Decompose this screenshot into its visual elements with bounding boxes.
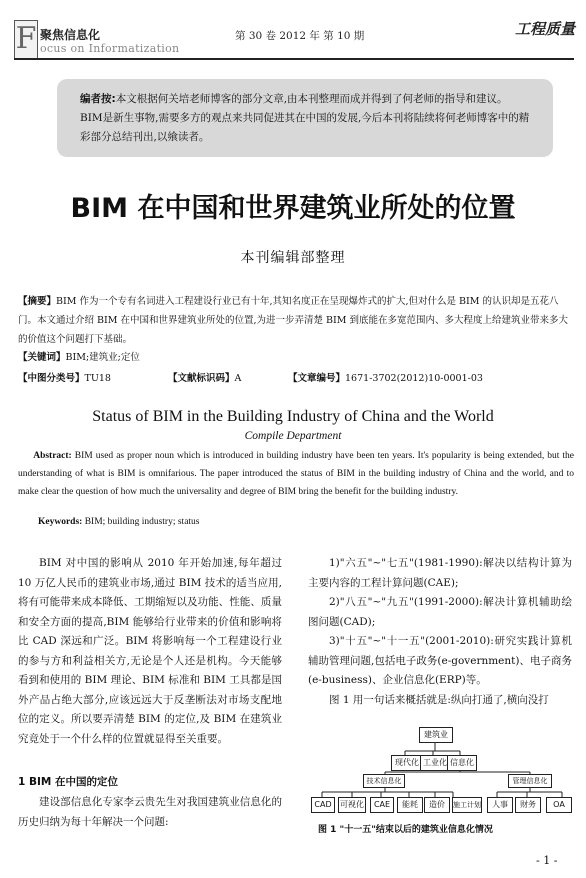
english-abstract bbox=[18, 447, 574, 501]
article-value: 1671-3702(2012)10-0001-03 bbox=[345, 373, 483, 384]
editor-note-text: 本文根据何关培老师博客的部分文章,由本刊整理而成并得到了何老师的指导和建议。BIM是新生事物,需要多方的观点来共同促进其在中国的发展,今后本刊将陆续将何老师博客中的精彩部分总结刊出,以飨读者。 bbox=[80, 93, 530, 143]
doc-code bbox=[168, 370, 241, 384]
doc-label: 【文献标识码】 bbox=[168, 373, 235, 384]
english-title: Status of BIM in the Building Industry of China and the World bbox=[92, 408, 494, 425]
diagram-leaf-construction-plan: 施工计划 bbox=[452, 797, 482, 813]
abstract-cn-label: 【摘要】 bbox=[18, 296, 57, 307]
column-subtitle: ocus on Informatization bbox=[40, 42, 180, 55]
body-paragraph-1: BIM 对中国的影响从 2010 年开始加速,每年超过 10 万亿人民币的建筑业市场,通过 BIM 技术的适当应用,将有可能带来成本降低、工期缩短以及功能、性能、质量和安全方面的提高,BIM 能够给行业带来的价值和影响将比 CAD 深远和广泛。BIM 将影响每一个工程建设行业的参与方和利益相关方,无论是个人还是机构。今天能够看到和使用的 BIM 理论、BIM 标准和 BIM 工具都是国外产品占绝大部分,应该远远大于反垄断法对市场支配地位的定义。所以要弄清楚 BIM 的定位,及 BIM 在建筑业究竟处于一个什么样的位置就显得至关重要。 bbox=[18, 557, 282, 745]
diagram-leaf-energy: 能耗 bbox=[397, 797, 423, 813]
editor-note-label: 编者按: bbox=[80, 93, 116, 105]
english-keywords-text: BIM; building industry; status bbox=[84, 517, 200, 527]
article-label: 【文章编号】 bbox=[288, 373, 346, 384]
body-paragraph-2: 建设部信息化专家李云贵先生对我国建筑业信息化的历史归纳为每十年解决一个问题: bbox=[18, 796, 282, 828]
abstract-cn-text: BIM 作为一个专有名词进入工程建设行业已有十年,其知名度正在呈现爆炸式的扩大,但对什么是 BIM 的认识却是五花八门。本文通过介绍 BIM 在中国和世界建筑业所处的位置,为进一步弄清楚 BIM 到底能在多宽范围内、多大程度上给建筑业带来多大的价值这个问题打下基础。 bbox=[18, 296, 569, 345]
article-title: BIM 在中国和世界建筑业所处的位置 bbox=[70, 193, 516, 224]
column-title: 聚焦信息化 bbox=[40, 28, 101, 42]
english-keywords-label: Keywords: bbox=[38, 517, 83, 527]
clc-number bbox=[18, 370, 111, 384]
page-number: - 1 - bbox=[536, 854, 558, 867]
diagram-node-mgmt-informatization: 管理信息化 bbox=[508, 774, 552, 788]
diagram-node-tech-informatization: 技术信息化 bbox=[363, 774, 405, 788]
list-item-3: 3)"十五"~"十一五"(2001-2010):研究实践计算机辅助管理问题,包括电子政务(e-government)、电子商务(e-business)、企业信息化(ERP)等。 bbox=[308, 635, 572, 686]
diagram-node-informatization: 信息化 bbox=[447, 755, 477, 771]
keywords-cn bbox=[18, 349, 140, 363]
keywords-cn-text: BIM;建筑业;定位 bbox=[65, 352, 140, 363]
clc-value: TU18 bbox=[84, 373, 111, 384]
diagram-leaf-cae: CAE bbox=[370, 797, 394, 813]
diagram-leaf-hr: 人事 bbox=[487, 797, 513, 813]
diagram-node-modernization: 现代化 bbox=[391, 755, 423, 771]
article-number bbox=[288, 370, 483, 384]
header-rule bbox=[14, 58, 574, 60]
keywords-cn-label: 【关键词】 bbox=[18, 352, 66, 363]
issue-info: 第 30 卷 2012 年 第 10 期 bbox=[235, 30, 365, 42]
diagram-node-industrialization: 工业化 bbox=[420, 755, 450, 771]
diagram-leaf-cad: CAD bbox=[311, 797, 335, 813]
journal-logo-letter: F bbox=[14, 20, 38, 60]
clc-label: 【中图分类号】 bbox=[18, 373, 85, 384]
figure-caption: 图 1 "十一五"结束以后的建筑业信息化情况 bbox=[318, 825, 493, 835]
english-abstract-text: BIM used as proper noun which is introduced in building industry have been ten years. It's popularity is being extended, but the understanding of what is BIM is omnifarious. The paper introduced the status of BIM in the building industry of China and the world, and to make clear the question of how much the universality and degree of BIM bring the benefit for the building industry. bbox=[18, 451, 575, 497]
english-abstract-label: Abstract: bbox=[33, 451, 72, 461]
journal-brand-logo: 工程质量 bbox=[515, 20, 576, 38]
diagram-root: 建筑业 bbox=[419, 727, 453, 743]
article-author: 本刊编辑部整理 bbox=[240, 250, 346, 266]
english-keywords bbox=[38, 517, 200, 527]
list-item-1: 1)"六五"~"七五"(1981-1990):解决以结构计算为主要内容的工程计算问题(CAE); bbox=[308, 557, 572, 589]
abstract-cn bbox=[18, 292, 574, 349]
doc-value: A bbox=[234, 373, 242, 384]
editor-note bbox=[80, 90, 530, 147]
section-heading: 1 BIM 在中国的定位 bbox=[18, 776, 118, 788]
english-author: Compile Department bbox=[244, 430, 342, 442]
diagram-leaf-finance: 财务 bbox=[515, 797, 541, 813]
diagram-leaf-visualization: 可视化 bbox=[338, 797, 366, 813]
diagram-leaf-oa: OA bbox=[546, 797, 572, 813]
body-right bbox=[308, 554, 572, 710]
body-paragraph-3: 图 1 用一句话来概括就是:纵向打通了,横向没打 bbox=[329, 693, 549, 706]
list-item-2: 2)"八五"~"九五"(1991-2000):解决计算机辅助绘图问题(CAD); bbox=[308, 596, 572, 628]
diagram-leaf-cost: 造价 bbox=[424, 797, 450, 813]
